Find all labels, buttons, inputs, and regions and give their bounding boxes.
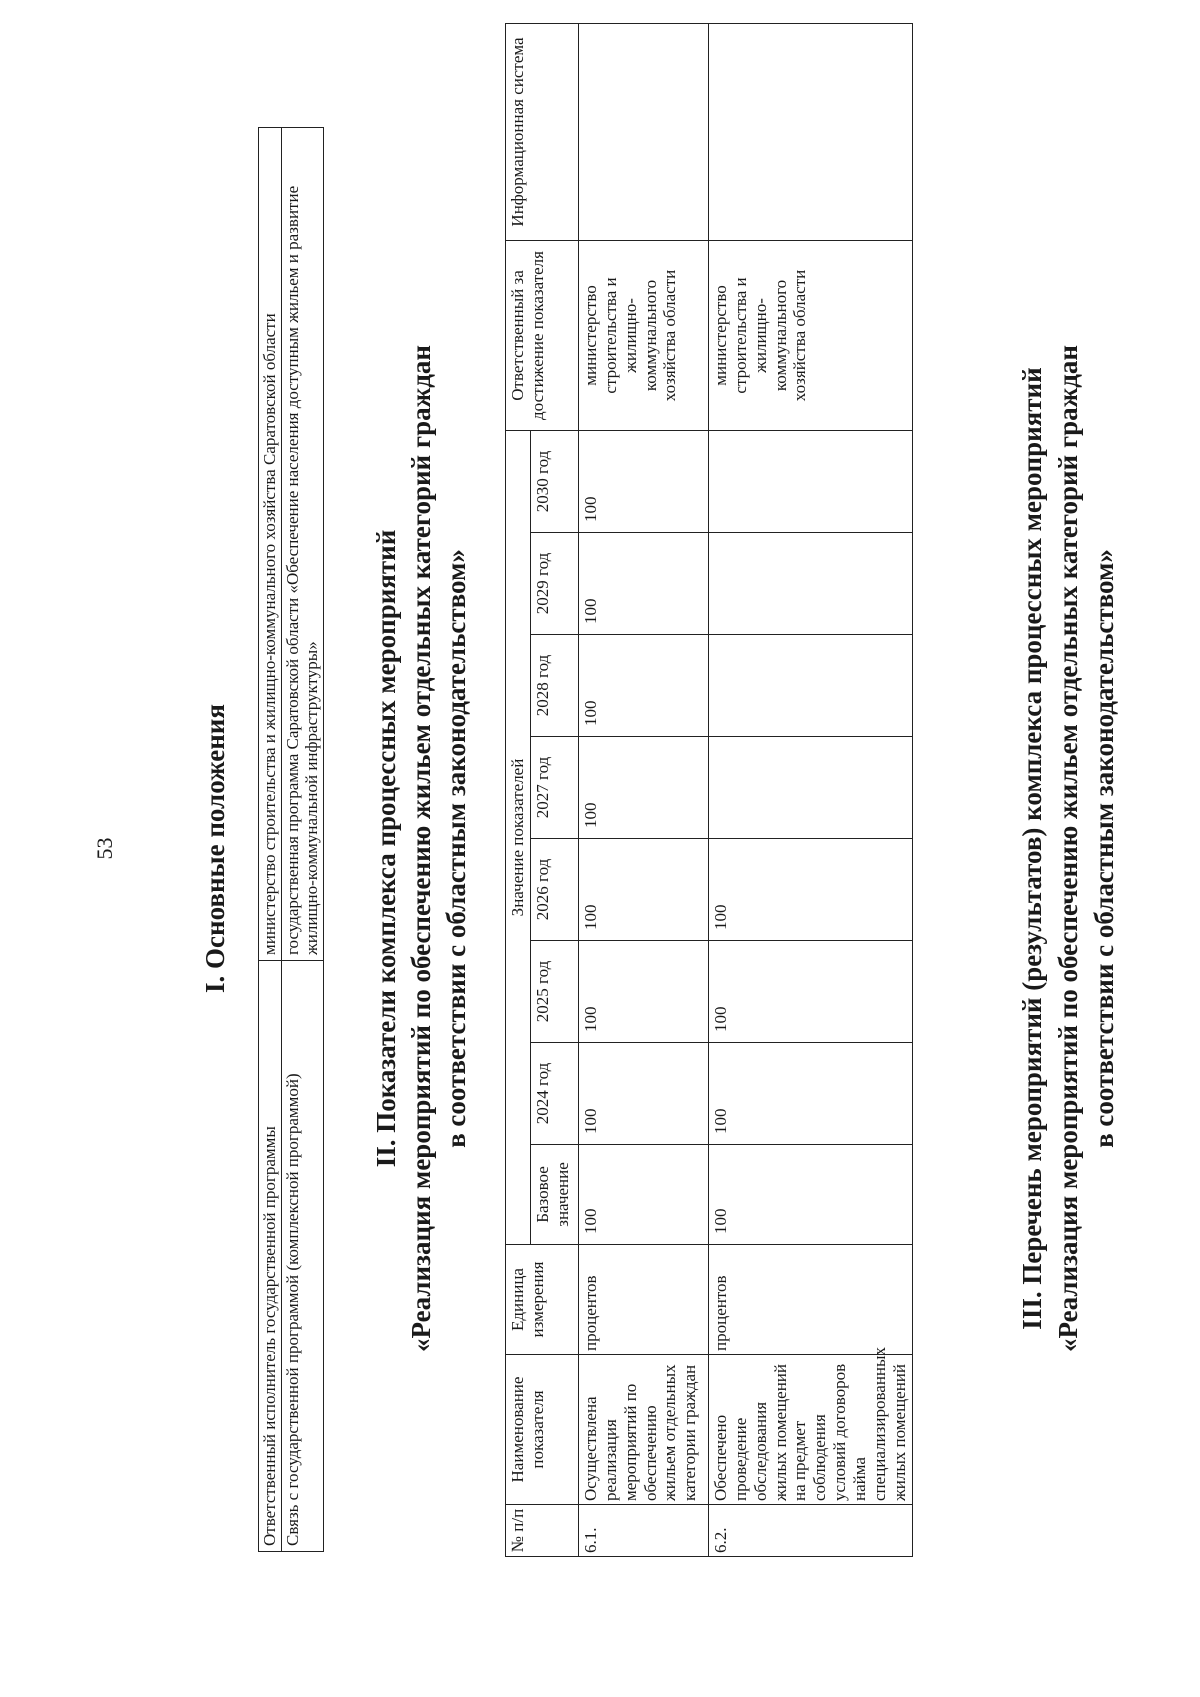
row-num: 6.2.: [708, 1505, 912, 1557]
section1-title: I. Основные положения: [200, 704, 230, 993]
indicators-table: [505, 23, 913, 1557]
row-value-2029: [708, 533, 912, 635]
section2-subtitle-line1: «Реализация мероприятий по обеспечению жильем отдельных категорий граждан: [406, 345, 436, 1352]
table-row: [708, 23, 912, 1556]
row-responsible: министерство строительства и жилищно-коммунального хозяйства области: [708, 240, 912, 430]
program-link-label: Связь с государственной программой (комплексной программой): [281, 961, 323, 1552]
row-indicator-name: Обеспечено проведение обследования жилых помещений на предмет соблюдения условий договоров найма специализированных жилых помещений: [708, 1355, 912, 1505]
row-num: 6.1.: [578, 1505, 708, 1557]
col-header-name: Наименование показателя: [506, 1355, 579, 1505]
col-header-base: Базовое значение: [530, 1145, 578, 1245]
row-unit: процентов: [708, 1245, 912, 1355]
col-header-responsible: Ответственный за достижение показателя: [506, 240, 579, 430]
responsible-executor-label: Ответственный исполнитель государственной программы: [259, 961, 282, 1552]
section3-subtitle-line2: в соответствии с областным законодательством»: [1089, 549, 1119, 1148]
row-value-2026: 100: [578, 839, 708, 941]
page-number: 53: [92, 837, 117, 860]
row-indicator-name: Осуществлена реализация мероприятий по обеспечению жильем отдельных категории граждан: [578, 1355, 708, 1505]
col-header-year: 2030 год: [530, 430, 578, 532]
col-header-values-group: Значение показателей: [506, 430, 531, 1244]
col-header-year: 2027 год: [530, 737, 578, 839]
col-header-year: 2029 год: [530, 533, 578, 635]
row-info-system: [578, 23, 708, 240]
section3-subtitle-line1: «Реализация мероприятий по обеспечению жильем отдельных категорий граждан: [1053, 345, 1083, 1352]
row-value-2026: 100: [708, 839, 912, 941]
row-value-2028: 100: [578, 635, 708, 737]
row-value-2027: 100: [578, 737, 708, 839]
section2-title: II. Показатели комплекса процессных мероприятий: [371, 529, 401, 1168]
program-link-value: государственная программа Саратовской области «Обеспечение населения доступным жильем и развитие жилищно-коммунальной инфраструктуры»: [281, 128, 323, 961]
row-value-2030: 100: [578, 430, 708, 532]
col-header-unit: Единица измерения: [506, 1245, 579, 1355]
col-header-year: 2028 год: [530, 635, 578, 737]
row-base-value: 100: [708, 1145, 912, 1245]
section3-title: III. Перечень мероприятий (результатов) комплекса процессных мероприятий: [1017, 367, 1047, 1330]
row-value-2024: 100: [708, 1043, 912, 1145]
row-value-2030: [708, 430, 912, 532]
col-header-year: 2025 год: [530, 941, 578, 1043]
col-header-num: № п/п: [506, 1505, 579, 1557]
table-row: [578, 23, 708, 1556]
row-base-value: 100: [578, 1145, 708, 1245]
responsible-executor-value: министерство строительства и жилищно-коммунального хозяйства Саратовской области: [259, 128, 282, 961]
row-info-system: [708, 23, 912, 240]
col-header-year: 2026 год: [530, 839, 578, 941]
row-responsible: министерство строительства и жилищно-коммунального хозяйства области: [578, 240, 708, 430]
col-header-info-system: Информационная система: [506, 23, 579, 240]
section2-subtitle-line2: в соответствии с областным законодательством»: [441, 549, 471, 1148]
header-row: [506, 23, 531, 1556]
row-value-2028: [708, 635, 912, 737]
row-value-2024: 100: [578, 1043, 708, 1145]
row-unit: процентов: [578, 1245, 708, 1355]
col-header-year: 2024 год: [530, 1043, 578, 1145]
row-value-2025: 100: [708, 941, 912, 1043]
row-value-2027: [708, 737, 912, 839]
row-value-2025: 100: [578, 941, 708, 1043]
row-value-2029: 100: [578, 533, 708, 635]
